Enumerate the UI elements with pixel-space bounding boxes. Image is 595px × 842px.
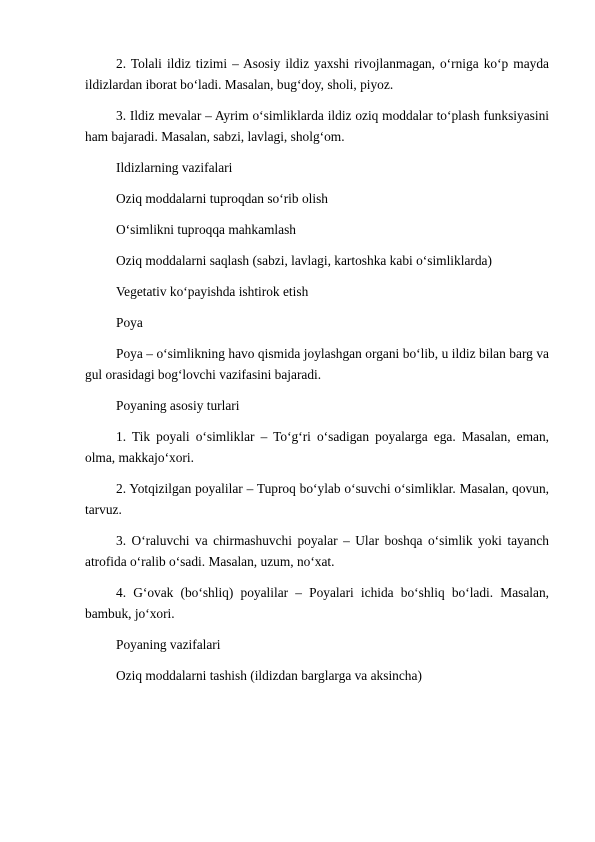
- paragraph-root-fruits: 3. Ildiz mevalar – Ayrim o‘simliklarda ildiz oziq moddalar to‘plash funksiyasini ham bajaradi. Masalan, sabzi, lavlagi, sholg‘om.: [85, 108, 549, 144]
- paragraph-fibrous-root-system: 2. Tolali ildiz tizimi – Asosiy ildiz yaxshi rivojlanmagan, o‘rniga ko‘p mayda ildizlardan iborat bo‘ladi. Masalan, bug‘doy, sholi, piyoz.: [85, 56, 549, 92]
- paragraph-climbing-stems: 3. O‘raluvchi va chirmashuvchi poyalar – Ular boshqa o‘simlik yoki tayanch atrofida o‘ralib o‘sadi. Masalan, uzum, no‘xat.: [85, 533, 549, 569]
- list-item-absorb-nutrients: Oziq moddalarni tuproqdan so‘rib olish: [116, 191, 328, 206]
- heading-stem-functions: Poyaning vazifalari: [116, 637, 221, 652]
- list-item-transport-nutrients: Oziq moddalarni tashish (ildizdan barglarga va aksincha): [116, 668, 422, 683]
- paragraph-creeping-stems: 2. Yotqizilgan poyalilar – Tuproq bo‘ylab o‘suvchi o‘simliklar. Masalan, qovun, tarvuz.: [85, 481, 549, 517]
- list-item-store-nutrients: Oziq moddalarni saqlash (sabzi, lavlagi, kartoshka kabi o‘simliklarda): [116, 253, 492, 268]
- list-item-anchor-plant: O‘simlikni tuproqqa mahkamlash: [116, 222, 297, 237]
- paragraph-erect-stems: 1. Tik poyali o‘simliklar – To‘g‘ri o‘sadigan poyalarga ega. Masalan, eman, olma, makkajo‘xori.: [85, 429, 549, 465]
- heading-root-functions: Ildizlarning vazifalari: [116, 160, 233, 175]
- heading-stem-types: Poyaning asosiy turlari: [116, 398, 240, 413]
- paragraph-hollow-stems: 4. G‘ovak (bo‘shliq) poyalilar – Poyalari ichida bo‘shliq bo‘ladi. Masalan, bambuk, jo‘xori.: [85, 585, 549, 621]
- heading-stem: Poya: [116, 315, 143, 330]
- list-item-vegetative-propagation: Vegetativ ko‘payishda ishtirok etish: [116, 284, 309, 299]
- document-page: [85, 53, 549, 696]
- paragraph-stem-definition: Poya – o‘simlikning havo qismida joylashgan organi bo‘lib, u ildiz bilan barg va gul orasidagi bog‘lovchi vazifasini bajaradi.: [85, 346, 549, 382]
